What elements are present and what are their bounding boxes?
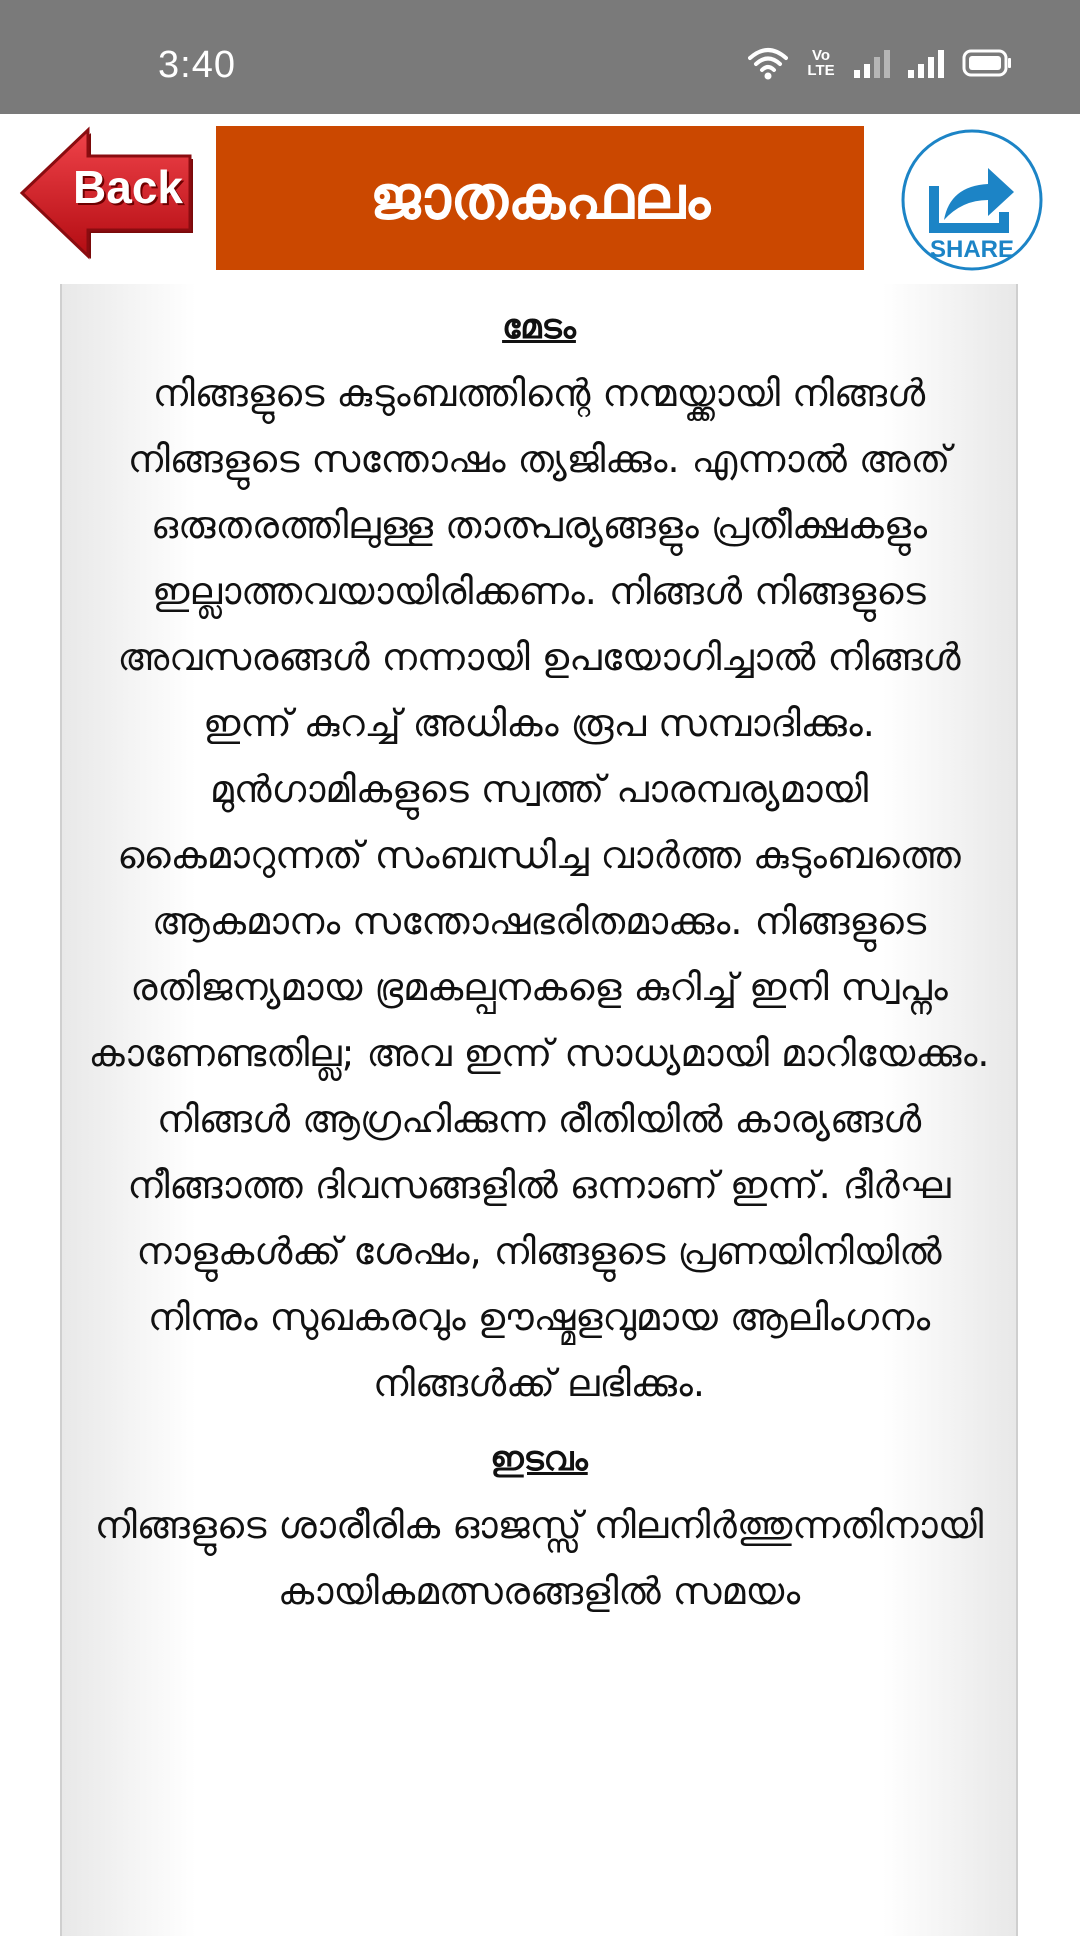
back-button[interactable] xyxy=(18,126,198,260)
title-banner xyxy=(216,126,864,270)
sign-heading: മേടം xyxy=(502,307,576,347)
wifi-icon xyxy=(748,46,788,80)
prediction-mesham xyxy=(62,294,1016,1416)
prediction-idavam xyxy=(62,1426,1016,1624)
back-label: Back xyxy=(73,161,183,213)
sign-heading: ഇടവം xyxy=(490,1439,588,1479)
volte-icon: Vo LTE xyxy=(807,47,835,79)
content-panel[interactable] xyxy=(60,284,1018,1936)
status-bar xyxy=(0,0,1080,114)
sign-prediction-text: നിങ്ങളുടെ ശാരീരിക ഓജസ്സ് നിലനിർത്തുന്നതിനായി കായികമത്സരങ്ങളിൽ സമയം xyxy=(94,1503,984,1613)
sign-prediction-text: നിങ്ങളുടെ കുടുംബത്തിന്റെ നന്മയ്ക്കായി നിങ്ങൾ നിങ്ങളുടെ സന്തോഷം ത്യജിക്കും. എന്നാൽ അത് ഒരുതരത്തിലുള്ള താത്പര്യങ്ങളും പ്രതീക്ഷകളും ഇല്ലാത്തവയായിരിക്കണം. നിങ്ങൾ നിങ്ങളുടെ അവസരങ്ങൾ നന്നായി ഉപയോഗിച്ചാൽ നിങ്ങൾ ഇന്ന് കുറച്ച് അധികം രൂപ സമ്പാദിക്കും. മുൻഗാമികളുടെ സ്വത്ത് പാരമ്പര്യമായി കൈമാറുന്നത് സംബന്ധിച്ച വാർത്ത കുടുംബത്തെ ആകമാനം സന്തോഷഭരിതമാക്കും. നിങ്ങളുടെ രതിജന്യമായ ഭ്രമകല്പനകളെ കുറിച്ച് ഇനി സ്വപ്നം കാണേണ്ടതില്ല; അവ ഇന്ന് സാധ്യമായി മാറിയേക്കും. നിങ്ങൾ ആഗ്രഹിക്കുന്ന രീതിയിൽ കാര്യങ്ങൾ നീങ്ങാത്ത ദിവസങ്ങളിൽ ഒന്നാണ് ഇന്ന്. ദീർഘ നാളുകൾക്ക് ശേഷം, നിങ്ങളുടെ പ്രണയിനിയിൽ നിന്നും സുഖകരവും ഊഷ്മളവുമായ ആലിംഗനം നിങ്ങൾക്ക് ലഭിക്കും. xyxy=(88,371,990,1405)
status-time: 3:40 xyxy=(158,44,236,86)
signal-icon xyxy=(908,48,946,78)
status-icons xyxy=(748,46,1012,80)
share-label: SHARE xyxy=(929,236,1014,263)
battery-icon xyxy=(962,49,1012,77)
header xyxy=(0,114,1080,286)
page-title: ജാതകഫലം xyxy=(369,163,711,233)
signal-icon xyxy=(854,48,892,78)
share-button[interactable] xyxy=(900,128,1044,272)
